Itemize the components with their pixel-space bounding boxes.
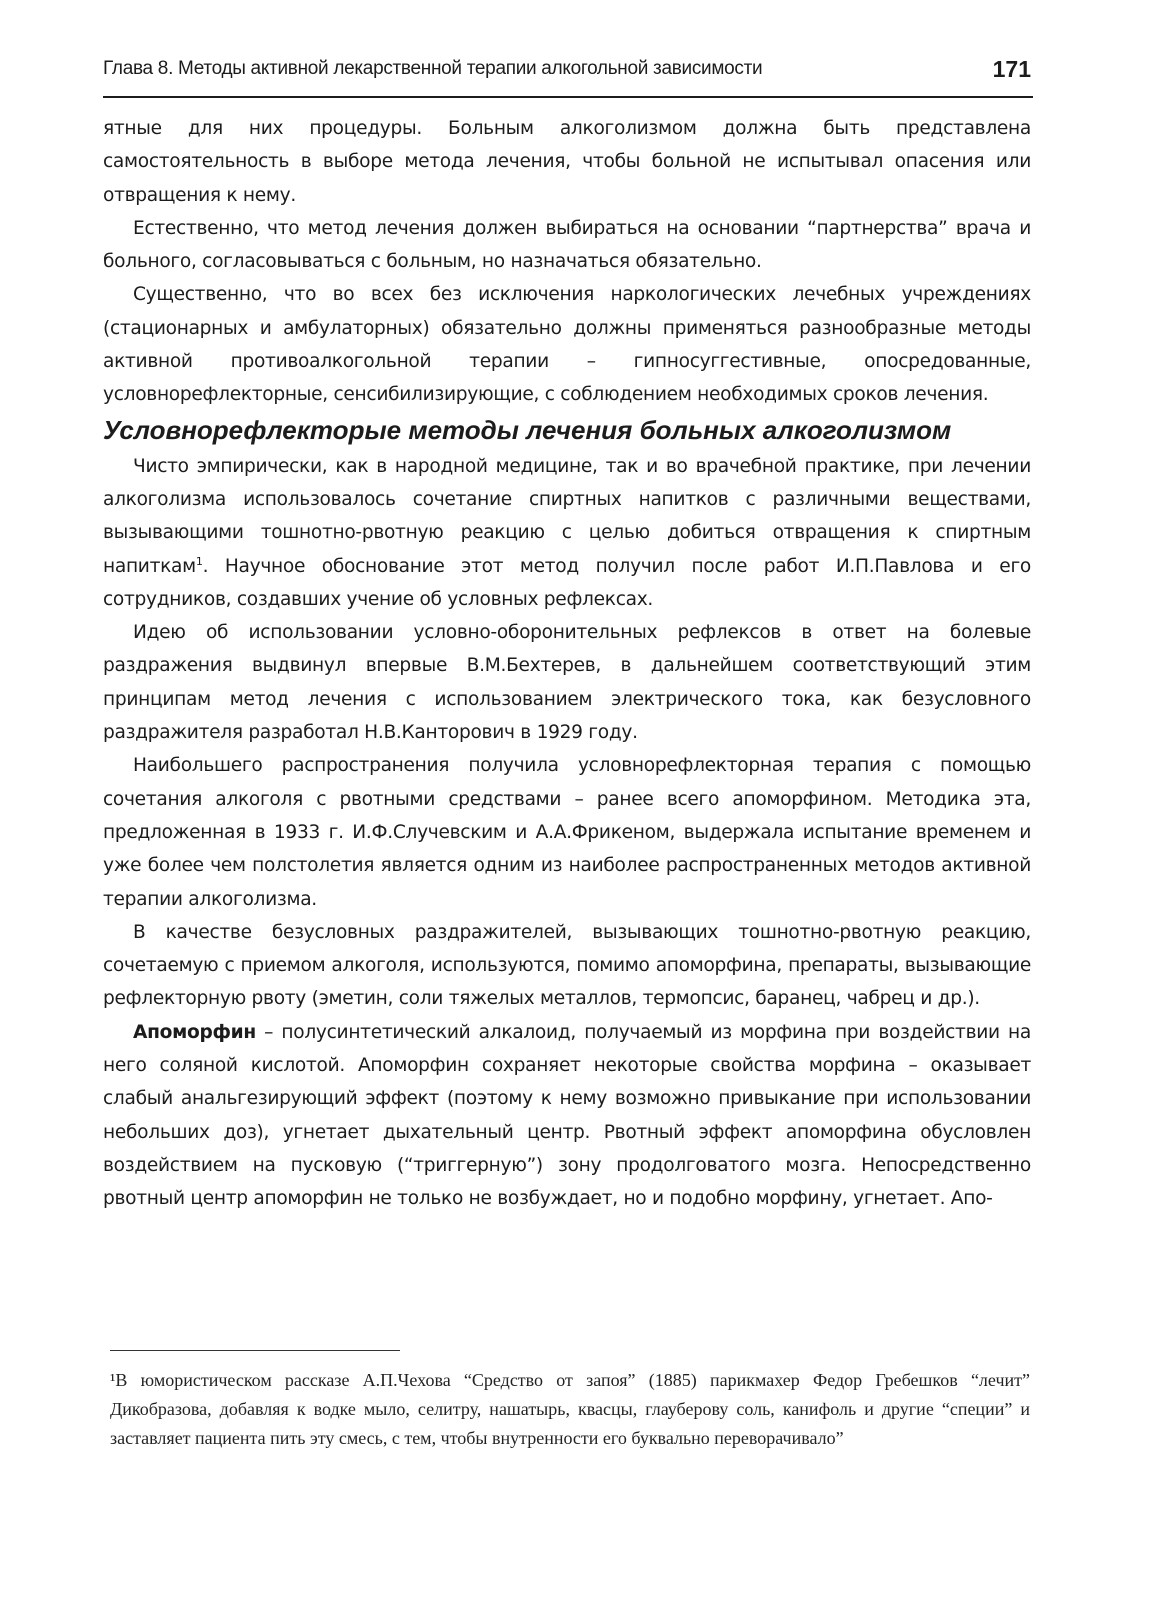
- page-number: 171: [992, 56, 1031, 82]
- paragraph-apomorphine-text: – полусинтетический алкалоид, получаемый из морфина при воздействии на него соляной кислотой. Апоморфин сохраняет некоторые свойства морфина – оказывает слабый анальгезирующий эффект (поэтому к нему возможно привыкание при использовании небольших доз), угнетает дыхательный центр. Рвотный эффект апоморфина обусловлен воздействием на пусковую (“триггерную”) зону продолговатого мозга. Непосредственно рвотный центр апоморфин не только не возбуждает, но и подобно морфину, угнетает. Апо-: [103, 1021, 1031, 1210]
- term-apomorphine: Апоморфин: [133, 1021, 256, 1043]
- section-heading: Условнорефлекторые методы лечения больных алкоголизмом: [103, 414, 952, 445]
- paragraph-continued: ятные для них процедуры. Больным алкоголизмом должна быть представлена самостоятельность в выборе метода лечения, чтобы больной не испытывал опасения или отвращения к нему.: [103, 118, 1031, 206]
- paragraph-empirical-text: Чисто эмпирически, как в народной медицине, так и во врачебной практике, при лечении алкоголизма использовалось сочетание спиртных напитков с различными веществами, вызывающими тошнотно-рвотную реакцию с целью добиться отвращения к спиртным напиткам: [103, 455, 1031, 577]
- paragraph-stimuli: В качестве безусловных раздражителей, вызывающих тошнотно-рвотную реакцию, сочетаемую с приемом алкоголя, используются, помимо апоморфина, препараты, вызывающие рефлекторную рвоту (эметин, соли тяжелых металлов, термопсис, баранец, чабрец и др.).: [103, 921, 1031, 1010]
- footnote: [110, 1366, 1030, 1453]
- paragraph-empirical-rest: . Научное обоснование этот метод получил после работ И.П.Павлова и его сотрудников, создавших учение об условных рефлексах.: [103, 555, 1031, 610]
- paragraph-bekhterev: Идею об использовании условно-оборонительных рефлексов в ответ на болевые раздражения выдвинул впервые В.М.Бехтерев, в дальнейшем соответствующий этим принципам метод лечения с использованием электрического тока, как безусловного раздражителя разработал Н.В.Канторович в 1929 году.: [103, 622, 1031, 744]
- body-text: [103, 112, 1031, 1216]
- paragraph-apomorphine: [103, 1016, 1031, 1216]
- footnote-text: ¹В юмористическом рассказе А.П.Чехова “Средство от запоя” (1885) парикмахер Федор Гребешков “лечит” Дикобразова, добавляя к водке мыло, селитру, нашатырь, квасцы, глауберову соль, канифоль и другие “специи” и заставляет пациента пить эту смесь, с тем, чтобы внутренности его буквально переворачивало”: [110, 1370, 1030, 1448]
- running-title: Глава 8. Методы активной лекарственной терапии алкогольной зависимости: [103, 58, 763, 79]
- paragraph-empirical: [103, 450, 1031, 616]
- paragraph-apomorphine-method: Наибольшего распространения получила условнорефлекторная терапия с помощью сочетания алкоголя с рвотными средствами – ранее всего апоморфином. Методика эта, предложенная в 1933 г. И.Ф.Случевским и А.А.Фрикеном, выдержала испытание временем и уже более чем полстолетия является одним из наиболее распространенных методов активной терапии алкоголизма.: [103, 755, 1031, 910]
- footnote-divider: [110, 1350, 400, 1351]
- paragraph-partnership: Естественно, что метод лечения должен выбираться на основании “партнерства” врача и больного, согласовываться с больным, но назначаться обязательно.: [103, 217, 1031, 273]
- page-header: [103, 52, 1033, 98]
- footnote-reference: 1: [195, 554, 203, 568]
- paragraph-institutions: Существенно, что во всех без исключения наркологических лечебных учреждениях (стационарных и амбулаторных) обязательно должны применяться разнообразные методы активной противоалкогольной терапии – гипносуггестивные, опосредованные, условнорефлекторные, сенсибилизирующие, с соблюдением необходимых сроков лечения.: [103, 284, 1031, 406]
